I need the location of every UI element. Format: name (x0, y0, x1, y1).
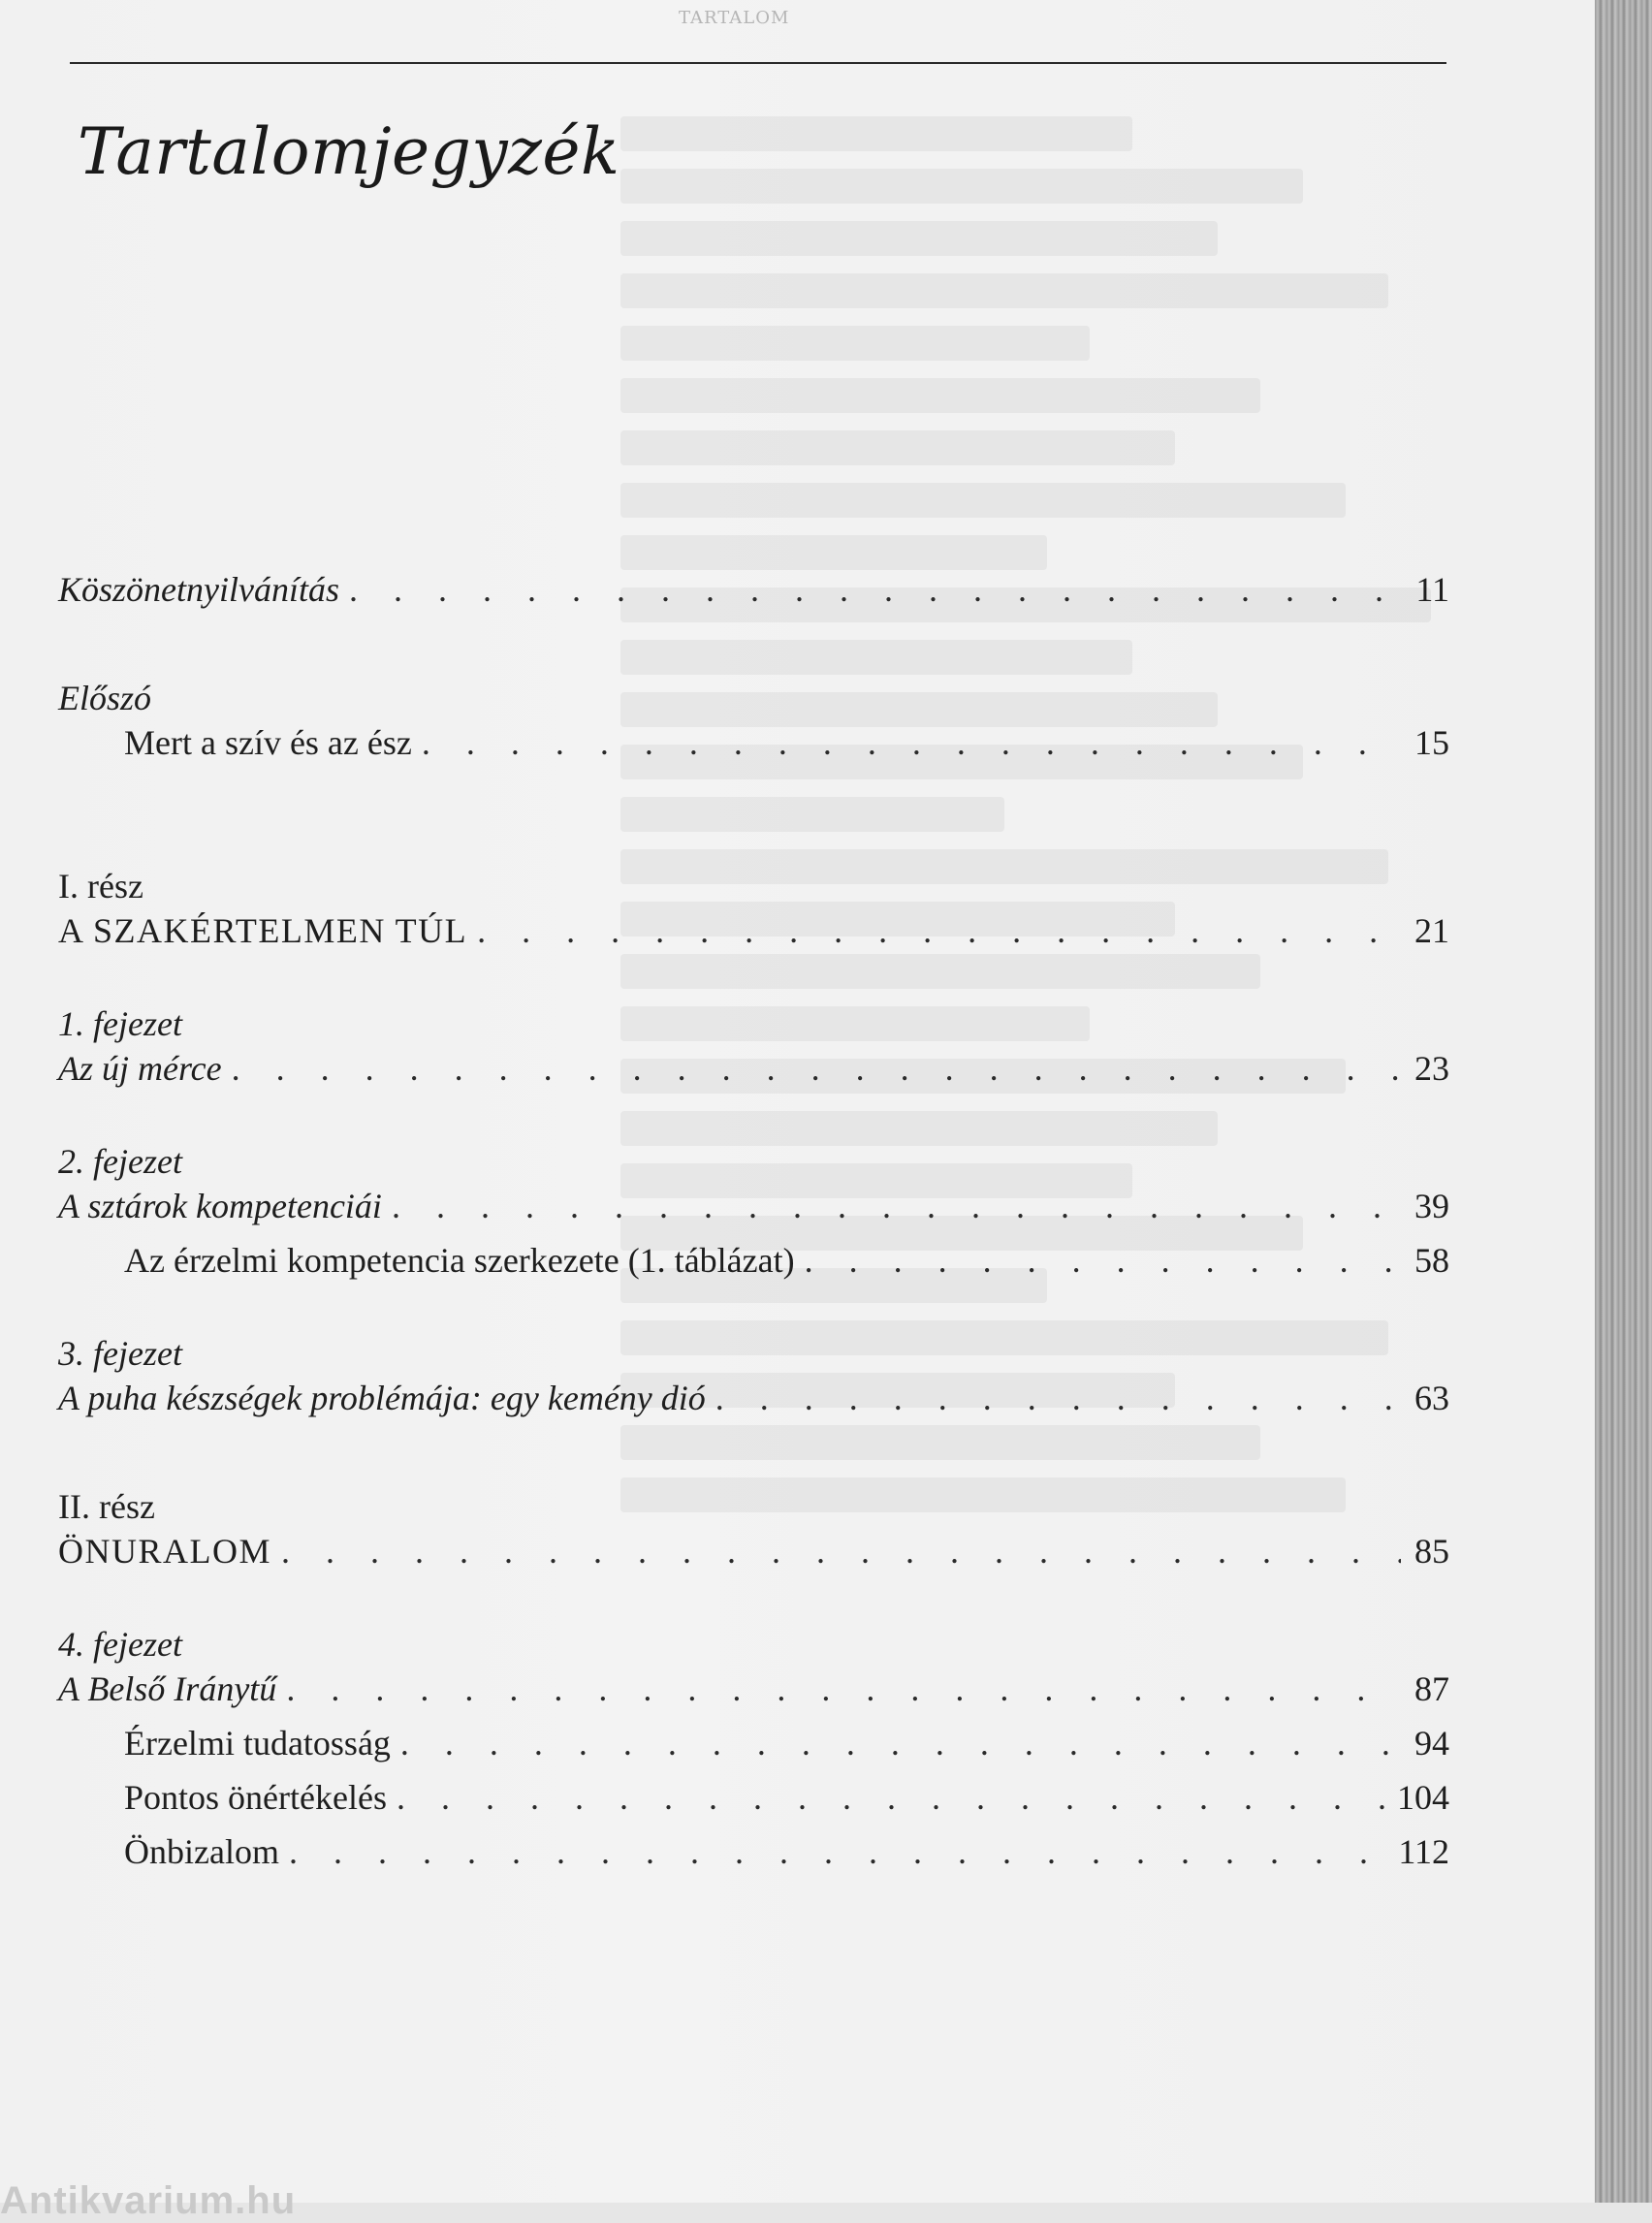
header-rule (70, 62, 1446, 64)
toc-entry-part1[interactable] (58, 908, 1449, 963)
toc-page-number: 39 (1414, 1187, 1449, 1225)
toc-page-number: 112 (1398, 1832, 1449, 1871)
toc-page-number: 87 (1414, 1669, 1449, 1708)
watermark: Antikvarium.hu (0, 2179, 297, 2222)
page-title: Tartalomjegyzék (78, 114, 620, 189)
toc-page-number: 11 (1415, 570, 1449, 609)
toc-entry-chapter4-sub2[interactable] (58, 1775, 1449, 1829)
toc-page-number: 21 (1414, 911, 1449, 950)
toc-entry-chapter4-sub1[interactable] (58, 1721, 1449, 1775)
toc-page-number: 104 (1397, 1778, 1449, 1817)
toc-entry-title: Önbizalom (124, 1832, 279, 1871)
toc-entry-title: Az érzelmi kompetencia szerkezete (1. táblázat) (124, 1241, 795, 1280)
leader-dots (805, 1238, 1401, 1283)
toc-entry-chapter1[interactable] (58, 1046, 1449, 1100)
toc-entry-chapter4[interactable] (58, 1667, 1449, 1721)
toc-entry-title: Pontos önértékelés (124, 1778, 387, 1817)
leader-dots (281, 1529, 1401, 1573)
leader-dots (289, 1829, 1388, 1874)
chapter3-label: 3. fejezet (58, 1334, 182, 1373)
toc-entry-title: A Belső Iránytű (58, 1669, 277, 1708)
chapter1-label: 1. fejezet (58, 1004, 182, 1043)
toc-entry-title: Mert a szív és az ész (124, 723, 412, 762)
toc-page-number: 85 (1414, 1532, 1449, 1571)
part2-label: II. rész (58, 1487, 155, 1526)
toc-entry-foreword[interactable] (58, 720, 1449, 775)
toc-entry-title: Érzelmi tudatosság (124, 1724, 391, 1763)
leader-dots (392, 1184, 1401, 1228)
table-of-contents (58, 567, 1449, 1884)
toc-entry-title: A SZAKÉRTELMEN TÚL (58, 911, 468, 950)
leader-dots (397, 1775, 1387, 1820)
chapter4-label: 4. fejezet (58, 1625, 182, 1664)
leader-dots (422, 720, 1401, 765)
page-stack-edge (1595, 0, 1652, 2203)
leader-dots (715, 1376, 1401, 1420)
part1-label: I. rész (58, 867, 143, 905)
leader-dots (232, 1046, 1401, 1091)
toc-entry-acknowledgements[interactable] (58, 567, 1449, 621)
toc-entry-chapter3[interactable] (58, 1376, 1449, 1430)
toc-entry-title: Az új mérce (58, 1049, 222, 1088)
toc-page-number: 58 (1414, 1241, 1449, 1280)
toc-entry-title: Köszönetnyilvánítás (58, 570, 339, 609)
toc-entry-title: A puha készségek problémája: egy kemény dió (58, 1379, 706, 1417)
leader-dots (349, 567, 1401, 612)
toc-entry-part2[interactable] (58, 1529, 1449, 1583)
leader-dots (400, 1721, 1401, 1765)
running-head: TARTALOM (679, 8, 790, 28)
toc-entry-chapter2[interactable] (58, 1184, 1449, 1238)
chapter2-label: 2. fejezet (58, 1142, 182, 1181)
toc-page-number: 94 (1414, 1724, 1449, 1763)
foreword-label: Előszó (58, 679, 152, 717)
leader-dots (477, 908, 1401, 953)
toc-entry-title: ÖNURALOM (58, 1532, 272, 1571)
toc-entry-chapter4-sub3[interactable] (58, 1829, 1449, 1884)
toc-entry-chapter2-sub1[interactable] (58, 1238, 1449, 1292)
toc-page-number: 15 (1414, 723, 1449, 762)
toc-page-number: 23 (1414, 1049, 1449, 1088)
toc-entry-title: A sztárok kompetenciái (58, 1187, 382, 1225)
toc-page-number: 63 (1414, 1379, 1449, 1417)
leader-dots (286, 1667, 1401, 1711)
